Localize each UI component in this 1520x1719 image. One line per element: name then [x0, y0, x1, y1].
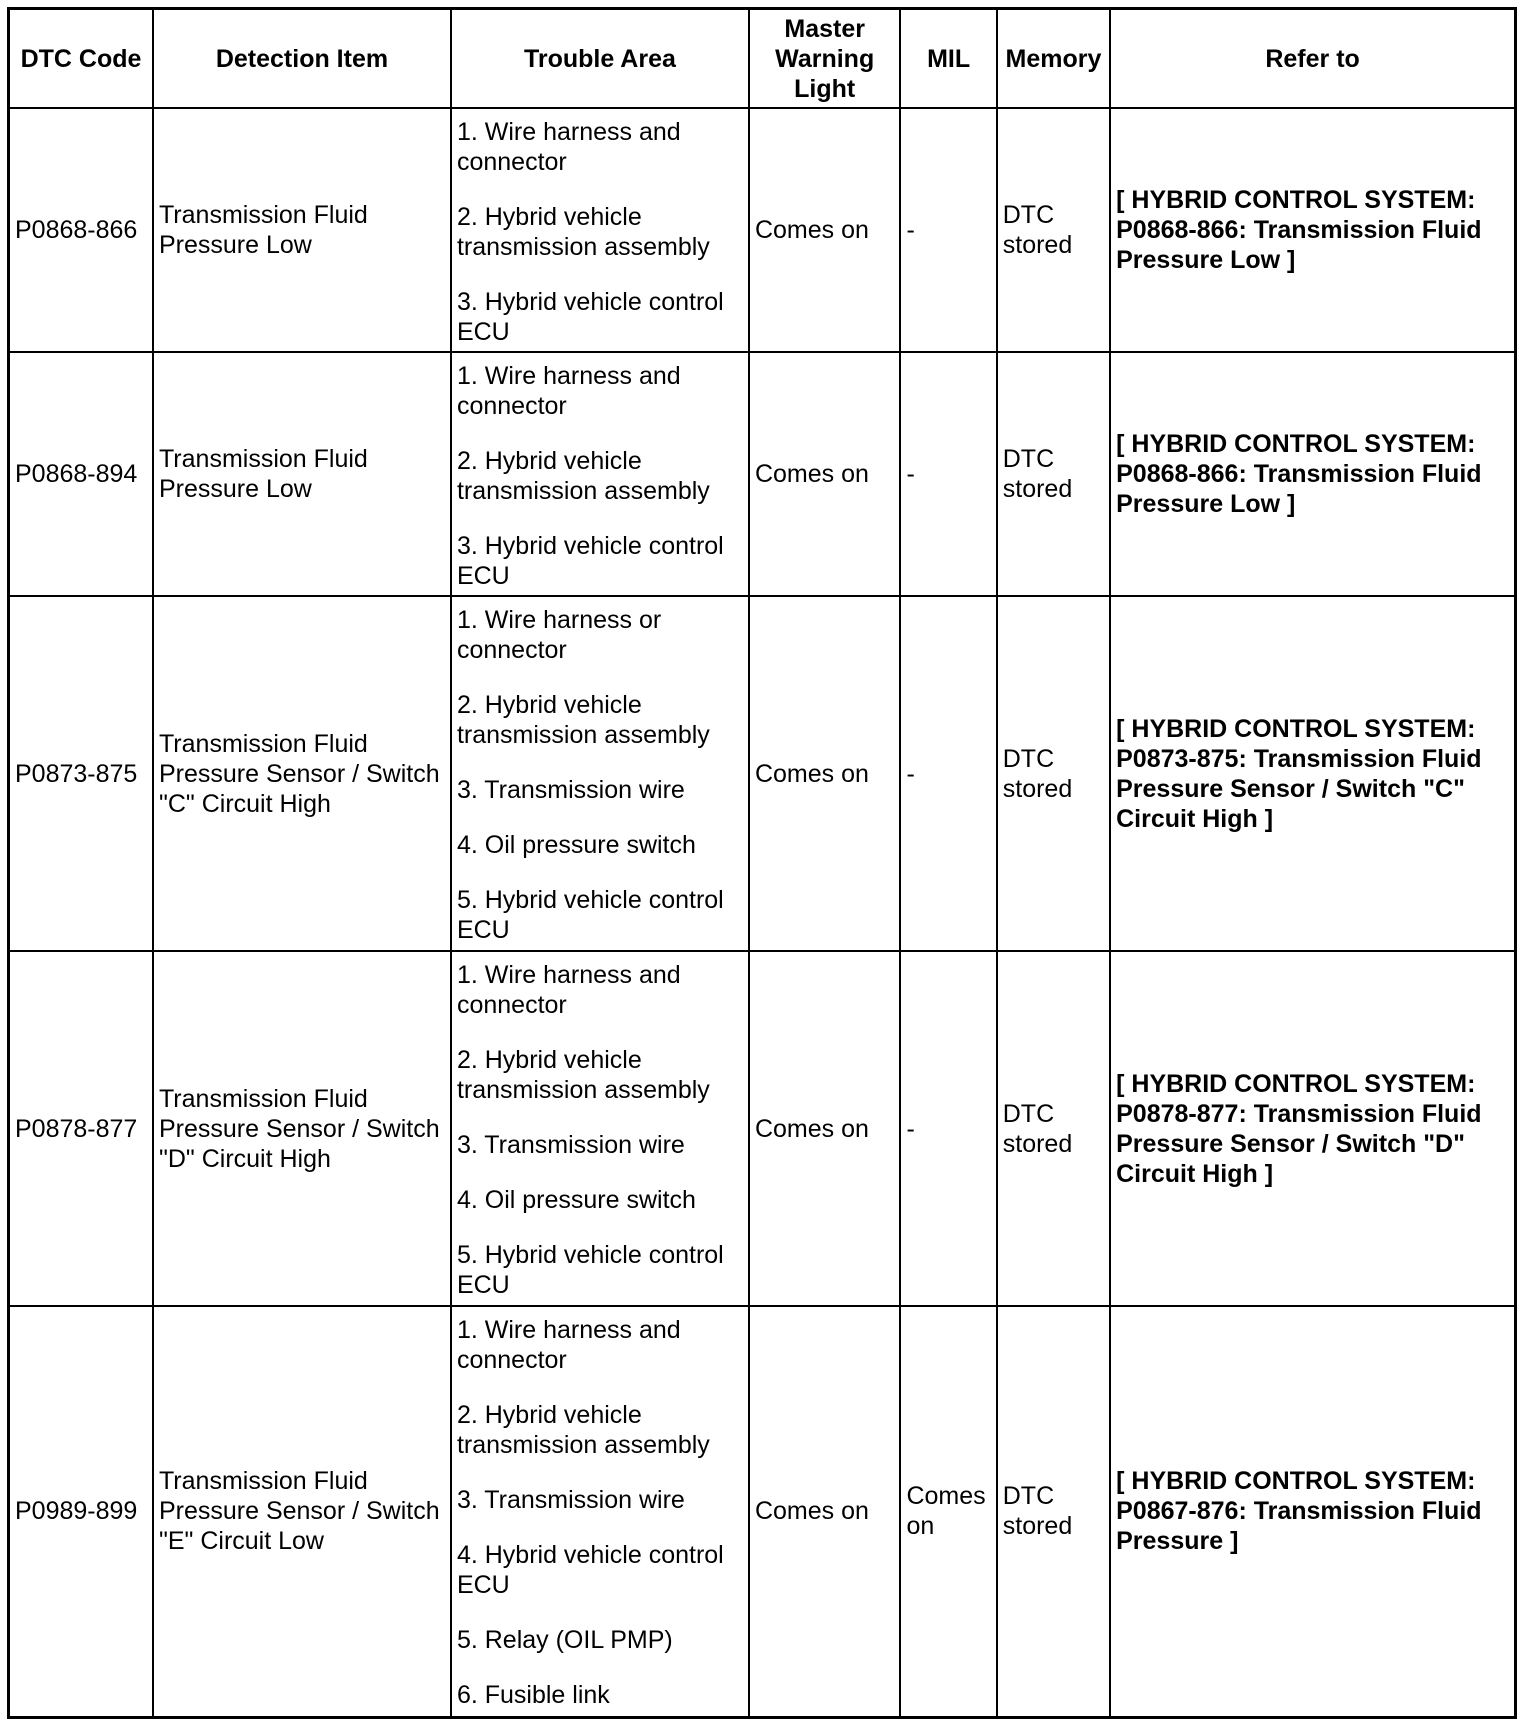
trouble-area-item: 5. Hybrid vehicle control ECU: [456, 886, 724, 944]
detection-item-cell: Transmission Fluid Pressure Low: [153, 352, 451, 596]
trouble-area-item: 1. Wire harness and connector: [456, 1316, 681, 1375]
trouble-area-item: 2. Hybrid vehicle transmission assembly: [456, 1401, 710, 1460]
header-detection-item: Detection Item: [153, 9, 451, 109]
detection-item-cell: Transmission Fluid Pressure Sensor / Switch "E" Circuit Low: [153, 1306, 451, 1717]
trouble-area-item: 2. Hybrid vehicle transmission assembly: [456, 1046, 710, 1104]
mil-cell: -: [900, 108, 996, 352]
table-row: [9, 352, 1516, 596]
trouble-area-item: 1. Wire harness and connector: [456, 961, 681, 1019]
dtc-code-cell: P0873-875: [9, 596, 153, 951]
trouble-area-item: 6. Fusible link: [456, 1681, 610, 1710]
trouble-area-cell: [451, 108, 749, 352]
mil-cell: -: [900, 951, 996, 1306]
refer-to-cell: [ HYBRID CONTROL SYSTEM: P0867-876: Transmission Fluid Pressure ]: [1110, 1306, 1515, 1717]
memory-cell: DTC stored: [997, 108, 1110, 352]
header-mil: MIL: [900, 9, 996, 109]
trouble-area-item: 2. Hybrid vehicle transmission assembly: [456, 691, 710, 749]
trouble-area-item: 3. Hybrid vehicle control ECU: [456, 287, 724, 346]
table-row: [9, 951, 1516, 1306]
header-memory: Memory: [997, 9, 1110, 109]
trouble-area-list: [457, 1309, 744, 1713]
dtc-code-cell: P0878-877: [9, 951, 153, 1306]
table-row: [9, 108, 1516, 352]
trouble-area-item: 5. Hybrid vehicle control ECU: [456, 1241, 724, 1299]
master-warning-light-cell: Comes on: [749, 108, 901, 352]
trouble-area-list: [457, 355, 744, 594]
master-warning-light-cell: Comes on: [749, 352, 901, 596]
trouble-area-cell: [451, 352, 749, 596]
trouble-area-item: 3. Transmission wire: [456, 1131, 685, 1159]
trouble-area-item: 1. Wire harness and connector: [456, 117, 681, 176]
master-warning-light-cell: Comes on: [749, 1306, 901, 1717]
refer-to-cell: [ HYBRID CONTROL SYSTEM: P0868-866: Transmission Fluid Pressure Low ]: [1110, 108, 1515, 352]
detection-item-cell: Transmission Fluid Pressure Sensor / Switch "C" Circuit High: [153, 596, 451, 951]
master-warning-light-cell: Comes on: [749, 951, 901, 1306]
trouble-area-cell: [451, 951, 749, 1306]
mil-cell: -: [900, 352, 996, 596]
refer-to-cell: [ HYBRID CONTROL SYSTEM: P0873-875: Transmission Fluid Pressure Sensor / Switch "C" Circuit High ]: [1110, 596, 1515, 951]
memory-cell: DTC stored: [997, 1306, 1110, 1717]
trouble-area-list: [457, 954, 744, 1303]
trouble-area-item: 1. Wire harness or connector: [456, 606, 662, 664]
trouble-area-list: [457, 111, 744, 350]
refer-to-cell: [ HYBRID CONTROL SYSTEM: P0868-866: Transmission Fluid Pressure Low ]: [1110, 352, 1515, 596]
header-row: [9, 9, 1516, 109]
dtc-code-cell: P0868-866: [9, 108, 153, 352]
header-master-warning-light: Master Warning Light: [749, 9, 901, 109]
trouble-area-item: 4. Oil pressure switch: [456, 1186, 696, 1214]
trouble-area-item: 5. Relay (OIL PMP): [456, 1626, 673, 1655]
trouble-area-item: 3. Hybrid vehicle control ECU: [456, 531, 724, 590]
header-refer-to: Refer to: [1110, 9, 1515, 109]
trouble-area-cell: [451, 1306, 749, 1717]
memory-cell: DTC stored: [997, 352, 1110, 596]
master-warning-light-cell: Comes on: [749, 596, 901, 951]
trouble-area-cell: [451, 596, 749, 951]
mil-cell: Comes on: [900, 1306, 996, 1717]
dtc-table: [7, 7, 1517, 1719]
trouble-area-item: 3. Transmission wire: [456, 1486, 685, 1515]
trouble-area-item: 2. Hybrid vehicle transmission assembly: [456, 202, 710, 261]
trouble-area-item: 2. Hybrid vehicle transmission assembly: [456, 446, 710, 505]
trouble-area-list: [457, 599, 744, 948]
table-row: [9, 596, 1516, 951]
dtc-code-cell: P0989-899: [9, 1306, 153, 1717]
trouble-area-item: 4. Hybrid vehicle control ECU: [456, 1541, 724, 1600]
detection-item-cell: Transmission Fluid Pressure Low: [153, 108, 451, 352]
header-dtc-code: DTC Code: [9, 9, 153, 109]
memory-cell: DTC stored: [997, 596, 1110, 951]
table-row: [9, 1306, 1516, 1717]
trouble-area-item: 4. Oil pressure switch: [456, 831, 696, 859]
trouble-area-item: 3. Transmission wire: [456, 776, 685, 804]
header-trouble-area: Trouble Area: [451, 9, 749, 109]
mil-cell: -: [900, 596, 996, 951]
dtc-code-cell: P0868-894: [9, 352, 153, 596]
memory-cell: DTC stored: [997, 951, 1110, 1306]
detection-item-cell: Transmission Fluid Pressure Sensor / Switch "D" Circuit High: [153, 951, 451, 1306]
trouble-area-item: 1. Wire harness and connector: [456, 361, 681, 420]
refer-to-cell: [ HYBRID CONTROL SYSTEM: P0878-877: Transmission Fluid Pressure Sensor / Switch "D" Circuit High ]: [1110, 951, 1515, 1306]
